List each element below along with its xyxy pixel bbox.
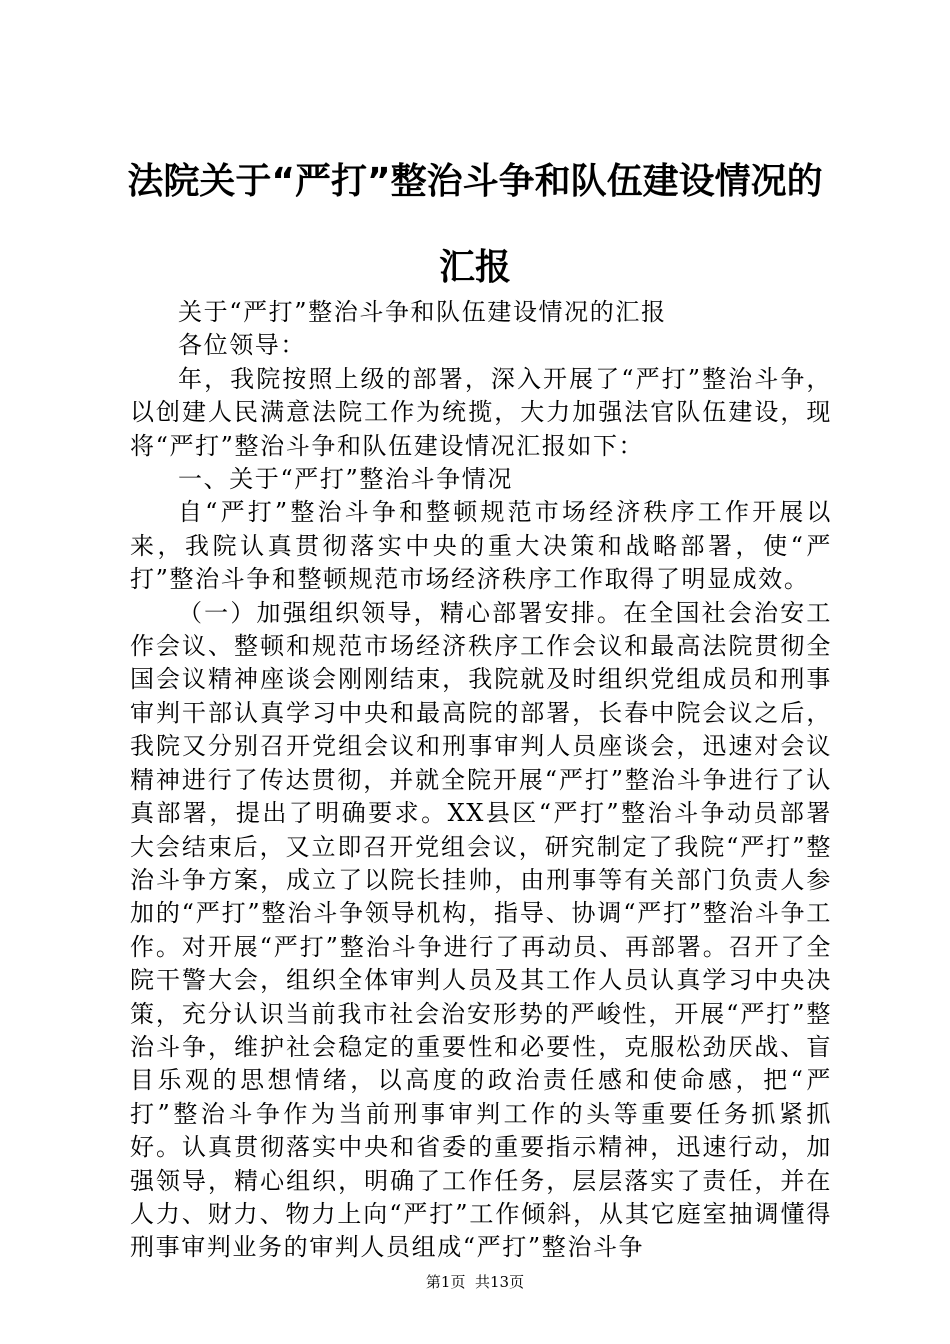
document-body — [130, 296, 832, 1265]
document-title-line-2: 汇报 — [438, 247, 511, 288]
body-paragraph: （一）加强组织领导，精心部署安排。在全国社会治安工作会议、整顿和规范市场经济秩序工作会议和最高法院贯彻全国会议精神座谈会刚刚结束，我院就及时组织党组成员和刑事审判干部认真学习中央和最高院的部署，长春中院会议之后，我院又分别召开党组会议和刑事审判人员座谈会，迅速对会议精神进行了传达贯彻，并就全院开展“严打”整治斗争进行了认真部署，提出了明确要求。XX县区“严打”整治斗争动员部署大会结束后，又立即召开党组会议，研究制定了我院“严打”整治斗争方案，成立了以院长挂帅，由刑事等有关部门负责人参加的“严打”整治斗争领导机构，指导、协调“严打”整治斗争工作。对开展“严打”整治斗争进行了再动员、再部署。召开了全院干警大会，组织全体审判人员及其工作人员认真学习中央决策，充分认识当前我市社会治安形势的严峻性，开展“严打”整治斗争，维护社会稳定的重要性和必要性，克服松劲厌战、盲目乐观的思想情绪，以高度的政治责任感和使命感，把“严打”整治斗争作为当前刑事审判工作的头等重要任务抓紧抓好。认真贯彻落实中央和省委的重要指示精神，迅速行动，加强领导，精心组织，明确了工作任务，层层落实了责任，并在人力、财力、物力上向“严打”工作倾斜，从其它庭室抽调懂得刑事审判业务的审判人员组成“严打”整治斗争 — [130, 598, 832, 1262]
body-salutation: 各位领导： — [178, 331, 306, 360]
body-paragraph: 自“严打”整治斗争和整顿规范市场经济秩序工作开展以来，我院认真贯彻落实中央的重大决策和战略部署，使“严打”整治斗争和整顿规范市场经济秩序工作取得了明显成效。 — [130, 498, 832, 594]
body-subtitle: 关于“严打”整治斗争和队伍建设情况的汇报 — [178, 298, 667, 326]
section-heading: 一、关于“严打”整治斗争情况 — [178, 465, 513, 494]
page-number-label: 第1页 共13页 — [425, 1273, 525, 1291]
page-footer — [0, 1272, 950, 1292]
document-title-line-1: 法院关于“严打”整治斗争和队伍建设情况的 — [127, 161, 823, 202]
body-paragraph: 年，我院按照上级的部署，深入开展了“严打”整治斗争，以创建人民满意法院工作为统揽，大力加强法官队伍建设，现将“严打”整治斗争和队伍建设情况汇报如下： — [130, 364, 832, 460]
